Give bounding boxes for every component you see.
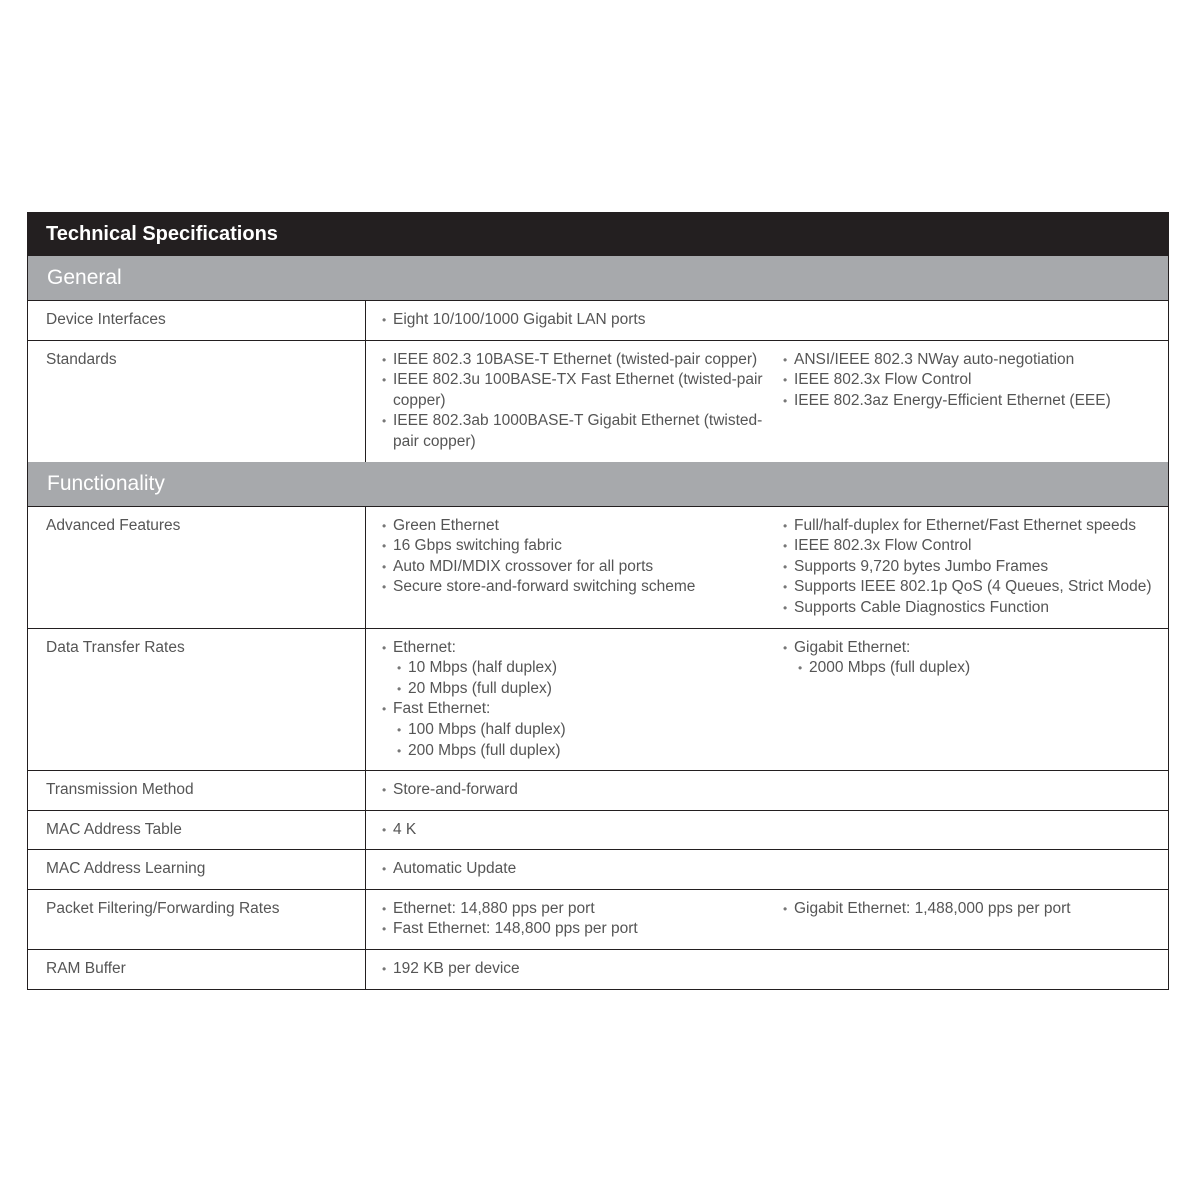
spec-row-transmission-method xyxy=(27,770,1169,810)
spec-value xyxy=(366,629,1168,771)
spec-value-column xyxy=(382,780,783,801)
spec-title: Technical Specifications xyxy=(27,212,1169,256)
spec-label: Device Interfaces xyxy=(28,301,366,340)
spec-item: • IEEE 802.3x Flow Control xyxy=(783,370,1153,391)
spec-item: • Secure store-and-forward switching scheme xyxy=(382,577,773,598)
spec-item: • Ethernet: xyxy=(382,638,773,659)
spec-label: MAC Address Learning xyxy=(28,850,366,889)
spec-value xyxy=(366,890,1168,949)
spec-label: Transmission Method xyxy=(28,771,366,810)
spec-row-mac-address-table xyxy=(27,810,1169,850)
spec-value-column xyxy=(382,899,783,940)
spec-item: • ANSI/IEEE 802.3 NWay auto-negotiation xyxy=(783,350,1153,371)
spec-item: • Gigabit Ethernet: 1,488,000 pps per port xyxy=(783,899,1153,920)
spec-item: • 16 Gbps switching fabric xyxy=(382,536,773,557)
spec-item: • Eight 10/100/1000 Gigabit LAN ports xyxy=(382,310,773,331)
spec-item: • 10 Mbps (half duplex) xyxy=(382,658,773,679)
spec-item: • IEEE 802.3x Flow Control xyxy=(783,536,1153,557)
spec-row-mac-address-learning xyxy=(27,849,1169,889)
spec-row-data-transfer-rates xyxy=(27,628,1169,771)
spec-item: • 192 KB per device xyxy=(382,959,773,980)
spec-item: • Fast Ethernet: xyxy=(382,699,773,720)
bullet-list xyxy=(382,350,773,453)
spec-value-column xyxy=(382,310,783,331)
spec-value-column xyxy=(382,516,783,619)
spec-row-packet-filtering-forwarding-rates xyxy=(27,889,1169,949)
spec-value-column xyxy=(783,350,1163,453)
spec-item: • Supports Cable Diagnostics Function xyxy=(783,598,1153,619)
spec-row-advanced-features xyxy=(27,506,1169,628)
spec-value-column xyxy=(382,350,783,453)
spec-item: • Ethernet: 14,880 pps per port xyxy=(382,899,773,920)
spec-table xyxy=(27,212,1169,990)
bullet-list xyxy=(382,310,773,331)
spec-item: • 200 Mbps (full duplex) xyxy=(382,741,773,762)
bullet-list xyxy=(382,899,773,940)
spec-item: • Fast Ethernet: 148,800 pps per port xyxy=(382,919,773,940)
bullet-list xyxy=(783,638,1153,679)
spec-value xyxy=(366,507,1168,628)
spec-item: • Green Ethernet xyxy=(382,516,773,537)
spec-value-column xyxy=(783,899,1163,940)
spec-label: Standards xyxy=(28,341,366,462)
bullet-list xyxy=(382,959,773,980)
spec-item: • Auto MDI/MDIX crossover for all ports xyxy=(382,557,773,578)
section-heading-functionality: Functionality xyxy=(27,462,1169,506)
spec-item: • IEEE 802.3u 100BASE-TX Fast Ethernet (twisted-pair copper) xyxy=(382,370,773,411)
spec-item: • Supports IEEE 802.1p QoS (4 Queues, Strict Mode) xyxy=(783,577,1153,598)
spec-value-column xyxy=(382,959,783,980)
bullet-list xyxy=(382,820,773,841)
spec-item: • 20 Mbps (full duplex) xyxy=(382,679,773,700)
spec-label: Data Transfer Rates xyxy=(28,629,366,771)
spec-value-column xyxy=(382,820,783,841)
spec-sections xyxy=(27,256,1169,990)
bullet-list xyxy=(382,780,773,801)
spec-row-device-interfaces xyxy=(27,300,1169,340)
bullet-list xyxy=(382,638,773,762)
spec-item: • Automatic Update xyxy=(382,859,773,880)
bullet-list xyxy=(382,859,773,880)
bullet-list xyxy=(382,516,773,598)
spec-value-column xyxy=(783,638,1163,762)
spec-item: • 2000 Mbps (full duplex) xyxy=(783,658,1153,679)
bullet-list xyxy=(783,899,1153,920)
spec-item: • IEEE 802.3ab 1000BASE-T Gigabit Ethernet (twisted-pair copper) xyxy=(382,411,773,452)
spec-value xyxy=(366,811,1168,850)
spec-item: • Full/half-duplex for Ethernet/Fast Ethernet speeds xyxy=(783,516,1153,537)
spec-value-column xyxy=(382,638,783,762)
spec-item: • Supports 9,720 bytes Jumbo Frames xyxy=(783,557,1153,578)
spec-item: • 100 Mbps (half duplex) xyxy=(382,720,773,741)
spec-item: • IEEE 802.3 10BASE-T Ethernet (twisted-pair copper) xyxy=(382,350,773,371)
spec-item: • IEEE 802.3az Energy-Efficient Ethernet (EEE) xyxy=(783,391,1153,412)
spec-row-standards xyxy=(27,340,1169,462)
spec-label: Packet Filtering/Forwarding Rates xyxy=(28,890,366,949)
spec-value-column xyxy=(382,859,783,880)
bullet-list xyxy=(783,350,1153,412)
spec-item: • 4 K xyxy=(382,820,773,841)
section-heading-general: General xyxy=(27,256,1169,300)
spec-value xyxy=(366,341,1168,462)
spec-row-ram-buffer xyxy=(27,949,1169,990)
spec-value xyxy=(366,771,1168,810)
spec-value xyxy=(366,850,1168,889)
spec-value xyxy=(366,301,1168,340)
spec-item: • Store-and-forward xyxy=(382,780,773,801)
spec-value xyxy=(366,950,1168,989)
bullet-list xyxy=(783,516,1153,619)
spec-label: RAM Buffer xyxy=(28,950,366,989)
spec-label: MAC Address Table xyxy=(28,811,366,850)
spec-item: • Gigabit Ethernet: xyxy=(783,638,1153,659)
spec-value-column xyxy=(783,516,1163,619)
spec-label: Advanced Features xyxy=(28,507,366,628)
